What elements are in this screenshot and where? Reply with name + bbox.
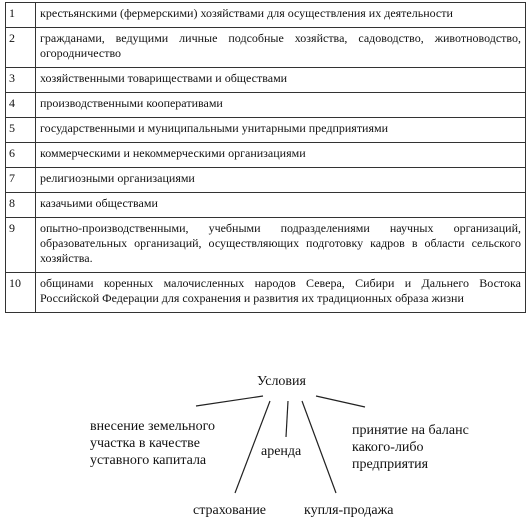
connector-line-capital [196, 396, 263, 406]
row-text: общинами коренных малочисленных народов Севера, Сибири и Дальнего Востока Российской Федерации для сохранения и развития их традиционных образа жизни [36, 273, 526, 313]
row-number: 8 [6, 193, 36, 218]
row-text: гражданами, ведущими личные подсобные хозяйства, садоводство, животноводство, огородничество [36, 28, 526, 68]
table-row [6, 168, 526, 193]
row-text: крестьянскими (фермерскими) хозяйствами для осуществления их деятельности [36, 3, 526, 28]
row-number: 5 [6, 118, 36, 143]
table-row [6, 193, 526, 218]
table-row [6, 218, 526, 273]
diagram-root-label: Условия [257, 374, 306, 389]
table-row [6, 93, 526, 118]
table-row [6, 143, 526, 168]
row-number: 1 [6, 3, 36, 28]
row-number: 10 [6, 273, 36, 313]
row-number: 4 [6, 93, 36, 118]
table-row [6, 28, 526, 68]
row-text: казачьими обществами [36, 193, 526, 218]
branch-label-capital: внесение земельного участка в качестве уставного капитала [90, 419, 216, 468]
row-number: 9 [6, 218, 36, 273]
table-row [6, 118, 526, 143]
connector-line-rent [286, 401, 288, 437]
row-number: 2 [6, 28, 36, 68]
row-number: 3 [6, 68, 36, 93]
row-text: религиозными организациями [36, 168, 526, 193]
branch-label-sale: купля-продажа [304, 503, 394, 518]
land-users-table [5, 2, 526, 313]
row-text: производственными кооперативами [36, 93, 526, 118]
connector-line-sale [302, 401, 336, 493]
branch-label-insurance: страхование [193, 503, 267, 518]
row-number: 7 [6, 168, 36, 193]
row-text: опытно-производственными, учебными подразделениями научных организаций, образовательных организаций, осуществляющих подготовку кадров в области сельского хозяйства. [36, 218, 526, 273]
row-number: 6 [6, 143, 36, 168]
table-row [6, 273, 526, 313]
branch-label-rent: аренда [261, 444, 302, 459]
table-row [6, 3, 526, 28]
row-text: коммерческими и некоммерческими организациями [36, 143, 526, 168]
row-text: государственными и муниципальными унитарными предприятиями [36, 118, 526, 143]
branch-label-balance: принятие на баланс какого-либо предприятия [352, 423, 469, 472]
table-row [6, 68, 526, 93]
conditions-diagram [0, 360, 532, 528]
row-text: хозяйственными товариществами и обществами [36, 68, 526, 93]
connector-line-balance [316, 396, 365, 407]
